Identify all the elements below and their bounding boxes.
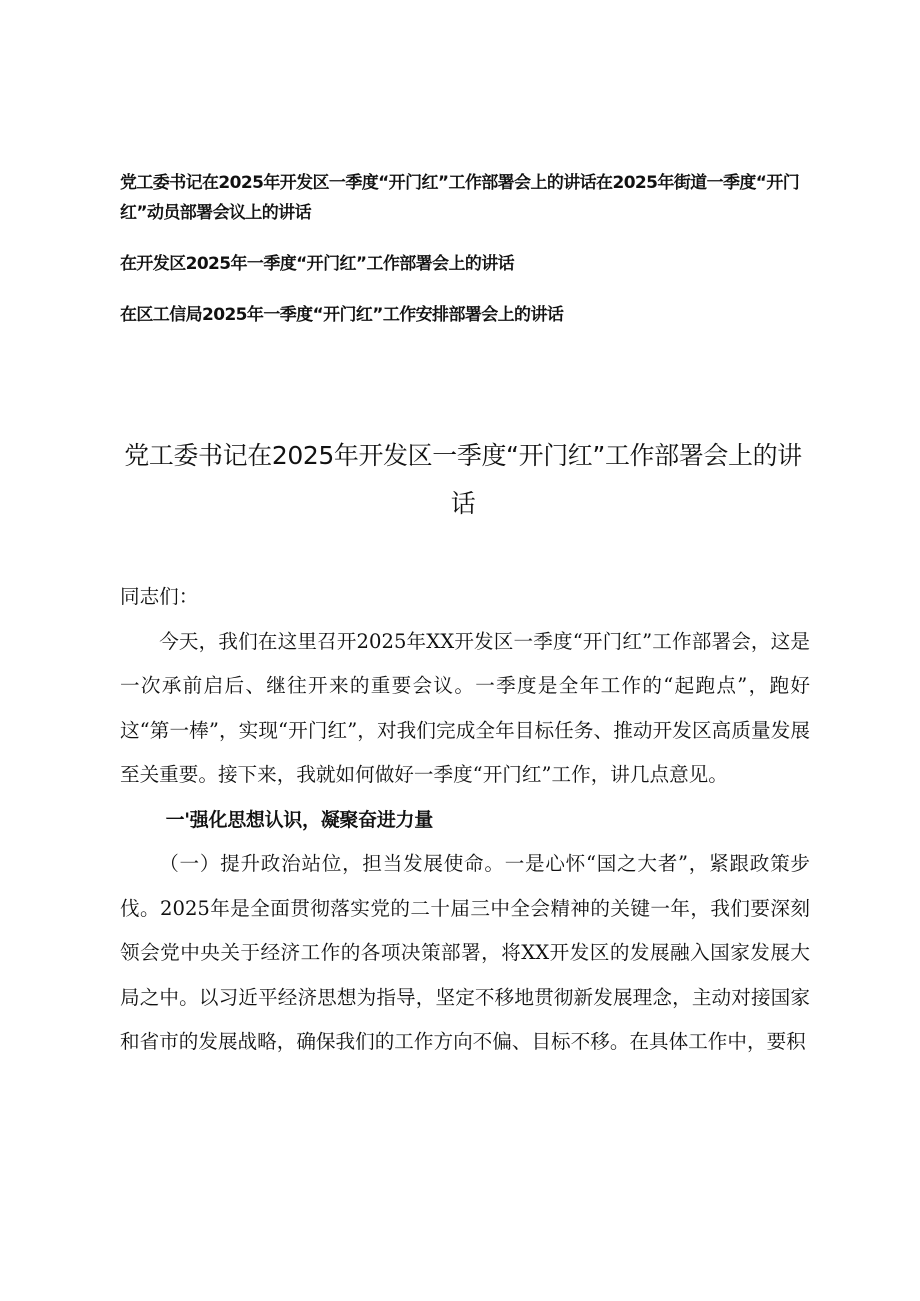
intro-paragraph: 今天，我们在这里召开2025年XX开发区一季度“开门红”工作部署会，这是一次承前启后、继往开来的重要会议。一季度是全年工作的“起跑点”，跑好这“第一棒”，实现“开门红”，对我们完成全年目标任务、推动开发区高质量发展至关重要。接下来，我就如何做好一季度“开门红”工作，讲几点意见。: [120, 629, 810, 786]
section-heading: 一'强化思想认识，凝聚奋进力量: [165, 808, 433, 831]
table-of-contents: [120, 168, 820, 330]
toc-item: 在开发区2025年一季度“开门红”工作部署会上的讲话: [120, 254, 515, 274]
document-body: [120, 575, 810, 1065]
section-paragraph: （一）提升政治站位，担当发展使命。一是心怀“国之大者”，紧跟政策步伐。2025年是全面贯彻落实党的二十届三中全会精神的关键一年，我们要深刻领会党中央关于经济工作的各项决策部署，将XX开发区的发展融入国家发展大局之中。以习近平经济思想为指导，坚定不移地贯彻新发展理念，主动对接国家和省市的发展战略，确保我们的工作方向不偏、目标不移。在具体工作中，要积: [120, 852, 810, 1053]
document-title: 党工委书记在2025年开发区一季度“开门红”工作部署会上的讲话: [124, 441, 802, 518]
salutation: 同志们：: [120, 585, 199, 608]
toc-item: 在区工信局2025年一季度“开门红”工作安排部署会上的讲话: [120, 305, 564, 325]
toc-item: 党工委书记在2025年开发区一季度“开门红”工作部署会上的讲话在2025年街道一季度“开门红”动员部署会议上的讲话: [120, 173, 800, 223]
